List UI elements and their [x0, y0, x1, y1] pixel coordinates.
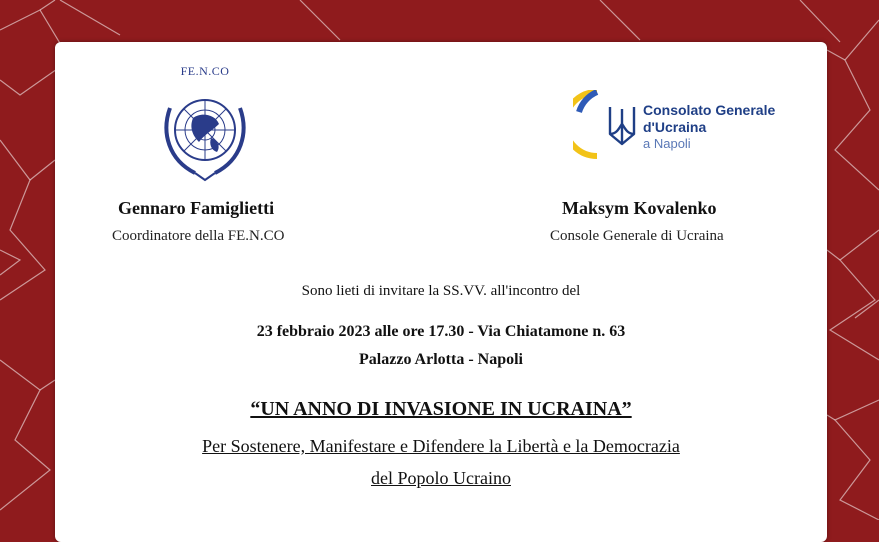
- invitation-card: [55, 42, 827, 542]
- consolato-line2: d'Ucraina: [643, 119, 707, 135]
- event-title: “UN ANNO DI INVASIONE IN UCRAINA”: [250, 398, 632, 420]
- left-signatory-name: Gennaro Famiglietti: [118, 198, 275, 218]
- right-signatory-name: Maksym Kovalenko: [562, 198, 717, 218]
- right-signatory-role: Console Generale di Ucraina: [550, 228, 724, 244]
- event-subtitle-line1: Per Sostenere, Manifestare e Difendere la Libertà e la Democrazia: [202, 436, 680, 456]
- un-emblem-icon: [155, 78, 255, 193]
- tryzub-icon: [607, 104, 637, 148]
- ukraine-crescent-icon: [573, 90, 603, 160]
- consolato-name: [643, 102, 775, 136]
- event-date-place: 23 febbraio 2023 alle ore 17.30 - Via Chiatamone n. 63: [256, 323, 626, 340]
- left-signatory-role: Coordinatore della FE.N.CO: [112, 228, 285, 244]
- consolato-line1: Consolato Generale: [643, 102, 776, 118]
- invitation-text: Sono lieti di invitare la SS.VV. all'incontro del: [301, 283, 581, 299]
- event-venue: Palazzo Arlotta - Napoli: [359, 351, 523, 368]
- fenco-logo-text: FE.N.CO: [180, 64, 230, 78]
- consolato-logo: [573, 90, 793, 160]
- consolato-city: a Napoli: [643, 136, 691, 151]
- fenco-logo: [155, 64, 255, 194]
- event-subtitle-line2: del Popolo Ucraino: [371, 468, 511, 488]
